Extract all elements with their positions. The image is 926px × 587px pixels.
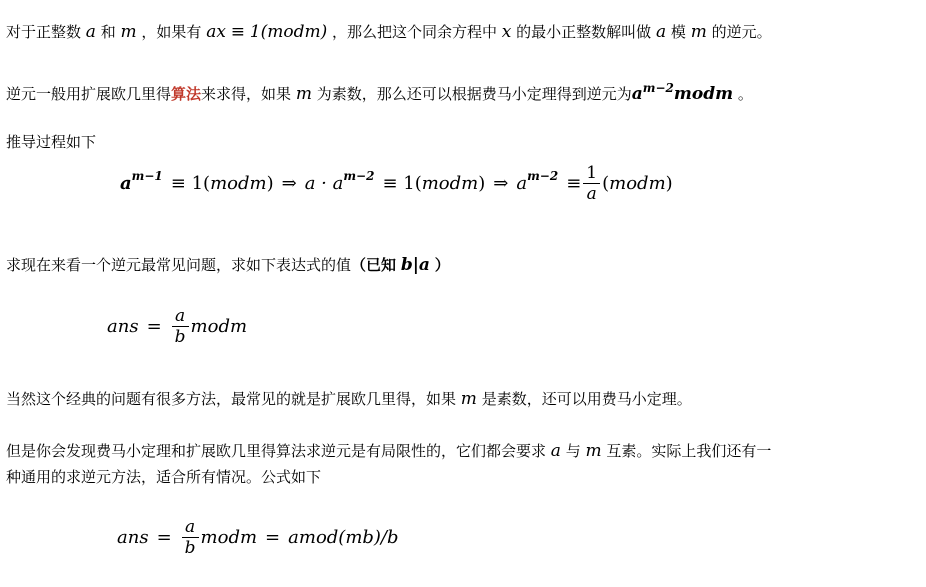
math-var-a: a — [550, 441, 561, 461]
math-mod-expr: modm — [200, 527, 258, 548]
text-segment: 互素。实际上我们还有一 — [606, 442, 772, 460]
fraction-denominator: a — [586, 184, 597, 204]
math-fraction — [583, 163, 600, 204]
math-mod-expr: modm — [673, 84, 734, 104]
text-segment: 是素数，还可以用费马小定理。 — [481, 390, 692, 408]
math-equals: = — [156, 527, 172, 548]
math-paren: ) — [665, 173, 673, 194]
paragraph-general-method-line2 — [6, 467, 321, 487]
math-var-m: m — [460, 389, 477, 409]
implies-arrow: ⇒ — [493, 173, 509, 194]
text-segment: 对于正整数 — [6, 23, 82, 41]
math-paren: ) — [478, 173, 486, 194]
math-base-a: a — [516, 173, 528, 194]
fraction-denominator: b — [174, 327, 186, 347]
math-congruence: ≡ 1( — [382, 173, 422, 194]
paragraph-derivation-intro — [6, 132, 96, 152]
math-equals: = — [146, 316, 162, 337]
equation-fermat-derivation — [120, 163, 673, 204]
text-segment: 来求得，如果 — [201, 85, 292, 103]
math-var-m: m — [690, 22, 707, 42]
text-segment: ，如果有 — [141, 23, 202, 41]
text-segment: 推导过程如下 — [6, 133, 97, 151]
text-segment-bold: ） — [434, 256, 450, 274]
algorithm-link[interactable]: 算法 — [171, 85, 202, 103]
math-fraction — [172, 306, 189, 347]
math-mod-expr: modm — [609, 173, 666, 194]
math-var-ans: ans — [107, 316, 139, 337]
text-segment: ，那么把这个同余方程中 — [332, 23, 498, 41]
math-mod-expr: modm — [210, 173, 267, 194]
math-base-a: a — [631, 84, 643, 104]
text-segment: 为素数，那么还可以根据费马小定理得到逆元为 — [316, 85, 632, 103]
paragraph-general-method — [6, 441, 771, 461]
math-congruence: ≡ 1( — [170, 173, 211, 194]
math-var-m: m — [120, 22, 137, 42]
math-exponent: m−1 — [131, 168, 163, 183]
math-fraction — [182, 517, 199, 558]
math-congruence-symbol: ≡ — [566, 173, 582, 194]
text-segment: 和 — [100, 23, 116, 41]
fraction-numerator: a — [175, 306, 186, 326]
paragraph-common-problem — [6, 255, 450, 275]
paragraph-methods — [6, 389, 692, 409]
math-equals: = — [265, 527, 281, 548]
math-var-x: x — [501, 22, 512, 42]
math-paren: ( — [602, 173, 610, 194]
math-condition: b|a — [400, 255, 430, 275]
math-mod-expr: modm — [421, 173, 479, 194]
fraction-numerator: a — [185, 517, 196, 537]
math-exponent: m−2 — [343, 168, 375, 183]
math-product: a · a — [304, 173, 344, 194]
fraction-numerator: 1 — [586, 163, 598, 183]
math-var-m: m — [295, 84, 312, 104]
paragraph-inverse-definition — [6, 22, 772, 42]
text-segment: 逆元一般用扩展欧几里得 — [6, 85, 172, 103]
text-segment: 的最小正整数解叫做 — [516, 23, 652, 41]
math-congruence-symbol: ≡ — [230, 22, 245, 42]
equation-ans-fraction — [107, 306, 247, 347]
math-expr-mod: 1(modm) — [249, 22, 328, 42]
math-expr-ax: ax — [206, 22, 226, 42]
text-segment: 求现在来看一个逆元最常见问题，求如下表达式的值 — [6, 256, 352, 274]
text-segment-bold: （已知 — [351, 256, 397, 274]
text-segment: 与 — [565, 442, 581, 460]
math-var-ans: ans — [117, 527, 149, 548]
equation-general-formula — [117, 517, 399, 558]
math-exponent: m−2 — [527, 168, 559, 183]
paragraph-fermat-method — [6, 78, 753, 104]
text-segment: 模 — [670, 23, 686, 41]
text-segment: 当然这个经典的问题有很多方法，最常见的就是扩展欧几里得，如果 — [6, 390, 457, 408]
math-var-m: m — [585, 441, 602, 461]
math-general-formula: amod(mb)/b — [288, 527, 399, 548]
implies-arrow: ⇒ — [281, 173, 297, 194]
text-segment: 的逆元。 — [711, 23, 772, 41]
math-paren: ) — [266, 173, 274, 194]
math-var-a: a — [655, 22, 667, 42]
math-base-a: a — [120, 173, 132, 194]
text-segment: 种通用的求逆元方法，适合所有情况。公式如下 — [6, 468, 322, 486]
text-segment: 。 — [737, 85, 753, 103]
fraction-denominator: b — [184, 538, 196, 558]
math-var-a: a — [85, 22, 96, 42]
text-segment: 但是你会发现费马小定理和扩展欧几里得算法求逆元是有局限性的，它们都会要求 — [6, 442, 547, 460]
math-exponent: m−2 — [642, 81, 674, 95]
math-mod-expr: modm — [190, 316, 248, 337]
